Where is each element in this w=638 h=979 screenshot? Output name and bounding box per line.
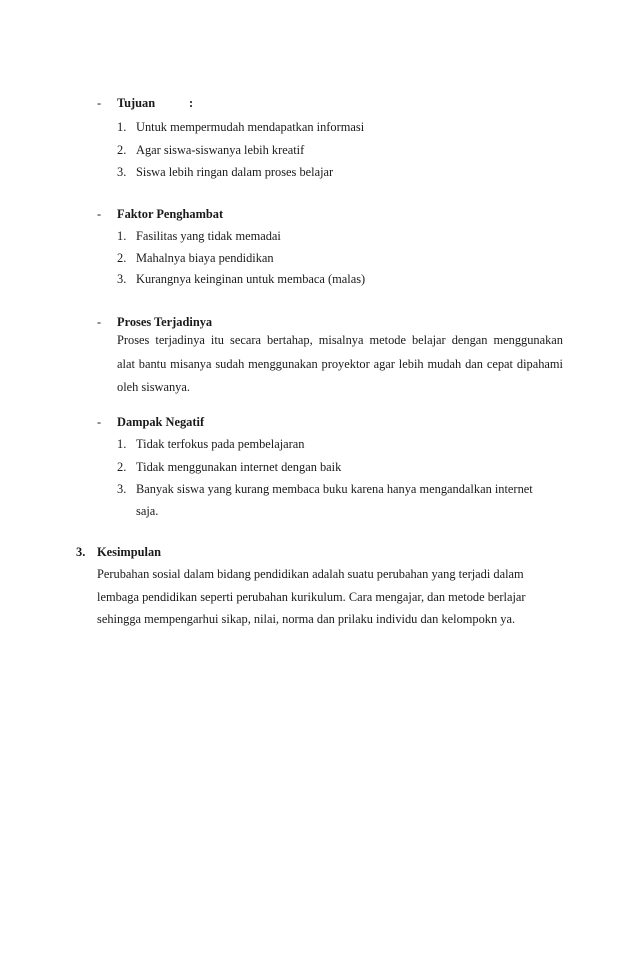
proses-line-2: alat bantu misanya sudah menggunakan proyektor agar lebih mudah dan cepat dipahami [117,357,563,371]
dampak-item-2-text: Tidak menggunakan internet dengan baik [136,460,342,474]
dampak-heading: Dampak Negatif [117,415,205,429]
kesimpulan-line-2: lembaga pendidikan seperti perubahan kurikulum. Cara mengajar, dan metode berlajar [97,590,526,604]
kesimpulan-heading: Kesimpulan [97,545,162,559]
faktor-heading: Faktor Penghambat [117,207,224,221]
dampak-item-1-num: 1. [117,437,127,451]
faktor-item-2-num: 2. [117,251,127,265]
kesimpulan-line-1: Perubahan sosial dalam bidang pendidikan adalah suatu perubahan yang terjadi dalam [97,567,524,581]
faktor-item-3-text: Kurangnya keinginan untuk membaca (malas) [136,272,366,286]
tujuan-item-3-text: Siswa lebih ringan dalam proses belajar [136,165,334,179]
tujuan-item-1-num: 1. [117,120,127,134]
faktor-item-2-text: Mahalnya biaya pendidikan [136,251,274,265]
faktor-item-1-num: 1. [117,229,127,243]
dampak-item-1-text: Tidak terfokus pada pembelajaran [136,437,305,451]
faktor-item-1-text: Fasilitas yang tidak memadai [136,229,281,243]
tujuan-heading: Tujuan [117,96,156,110]
dampak-item-3-cont: saja. [136,504,159,518]
proses-bullet: - [97,315,102,329]
proses-line-3: oleh siswanya. [117,380,190,394]
faktor-item-3-num: 3. [117,272,127,286]
dampak-item-3-text: Banyak siswa yang kurang membaca buku karena hanya mengandalkan internet [136,482,533,496]
kesimpulan-line-3: sehingga mempengarhui sikap, nilai, norma dan prilaku individu dan kelompokn ya. [97,612,516,626]
faktor-bullet: - [97,207,102,221]
tujuan-item-1-text: Untuk mempermudah mendapatkan informasi [136,120,365,134]
dampak-item-2-num: 2. [117,460,127,474]
dampak-item-3-num: 3. [117,482,127,496]
proses-line-1: Proses terjadinya itu secara bertahap, misalnya metode belajar dengan menggunakan [117,333,563,347]
dampak-bullet: - [97,415,102,429]
tujuan-item-3-num: 3. [117,165,127,179]
tujuan-item-2-text: Agar siswa-siswanya lebih kreatif [136,143,305,157]
proses-heading: Proses Terjadinya [117,315,213,329]
tujuan-bullet: - [97,96,102,110]
tujuan-colon: : [189,96,194,110]
kesimpulan-number: 3. [76,545,86,559]
tujuan-item-2-num: 2. [117,143,127,157]
